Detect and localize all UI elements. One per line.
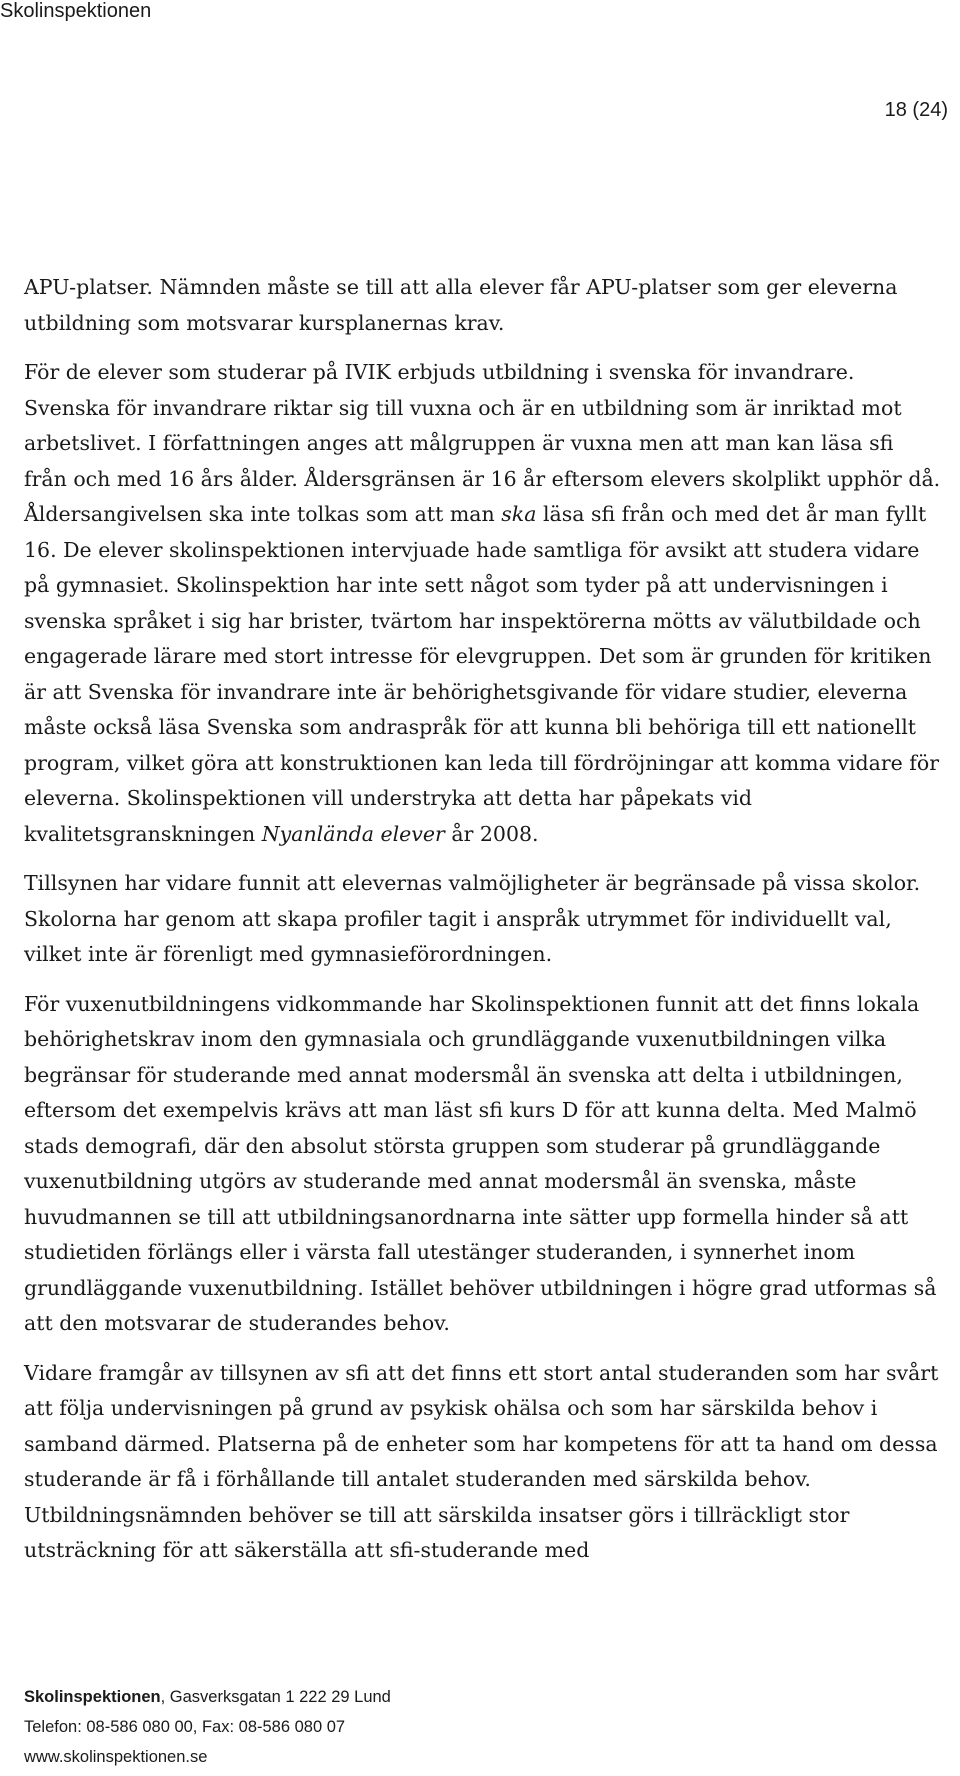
document-body [24,270,942,1569]
footer-address: , Gasverksgatan 1 222 29 Lund [160,1688,391,1706]
paragraph-text: läsa sfi från och med det år man fyllt 16. De elever skolinspektionen intervjuade hade samtliga för avsikt att studera vidare på gymnasiet. Skolinspektion har inte sett något som tyder på att undervisningen i svenska språket i sig har brister, tvärtom har inspektörerna mötts av välutbildade och engagerade lärare med stort intresse för elevgruppen. Det som är grunden för kritiken är att Svenska för invandrare inte är behörighetsgivande för vidare studier, eleverna måste också läsa Svenska som andraspråk för att kunna bli behöriga till ett nationellt program, vilket göra att konstruktionen kan leda till fördröjningar att komma vidare för eleverna. Skolinspektionen vill understryka att detta har påpekats vid kvalitetsgranskningen [24,502,940,846]
footer-address-line [24,1682,391,1712]
paragraph-text: För de elever som studerar på IVIK erbjuds utbildning i svenska för invandrare. Svenska för invandrare riktar sig till vuxna och är en utbildning som är inriktad mot arbetslivet. I författningen anges att målgruppen är vuxna men att man kan läsa sfi från och med 16 års ålder. Åldersgränsen är 16 år eftersom elevers skolplikt upphör då. Åldersangivelsen ska inte tolkas som att man [24,360,941,526]
paragraph-valmojligheter: Tillsynen har vidare funnit att elevernas valmöjligheter är begränsade på vissa skolor. Skolorna har genom att skapa profiler tagit i anspråk utrymmet för individuellt val, vilket inte är förenligt med gymnasieförordningen. [24,871,921,966]
paragraph-text: år 2008. [444,821,539,846]
page-footer [24,1682,391,1772]
paragraph-sfi-psykisk-ohalsa: Vidare framgår av tillsynen av sfi att det finns ett stort antal studeranden som har svårt att följa undervisningen på grund av psykisk ohälsa och som har särskilda behov i samband därmed. Platserna på de enheter som har kompetens för att ta hand om dessa studerande är få i förhållande till antalet studeranden med särskilda behov. Utbildningsnämnden behöver se till att särskilda insatser görs i tillräckligt stor utsträckning för att säkerställa att sfi-studerande med [24,1360,939,1562]
paragraph-vuxenutbildning: För vuxenutbildningens vidkommande har Skolinspektionen funnit att det finns lokala behörighetskrav inom den gymnasiala och grundläggande vuxenutbildningen vilka begränsar för studerande med annat modersmål än svenska att delta i utbildningen, eftersom det exempelvis krävs att man läst sfi kurs D för att kunna delta. Med Malmö stads demografi, där den absolut största gruppen som studerar på grundläggande vuxenutbildning utgörs av studerande med annat modersmål än svenska, måste huvudmannen se till att utbildningsanordnarna inte sätter upp formella hinder så att studietiden förlängs eller i värsta fall utestänger studeranden, i synnerhet inom grundläggande vuxenutbildning. Istället behöver utbildningen i högre grad utformas så att den motsvarar de studerandes behov. [24,991,937,1335]
paragraph-ivik-sfi [24,355,942,852]
emphasis-ska: ska [501,502,537,526]
page-number: 18 (24) [884,99,948,121]
header-organization: Skolinspektionen [0,0,152,22]
paragraph-apu-platser: APU-platser. Nämnden måste se till att alla elever får APU-platser som ger eleverna utbildning som motsvarar kursplanernas krav. [24,275,898,335]
footer-website-link[interactable]: www.skolinspektionen.se [24,1748,208,1766]
footer-organization: Skolinspektionen [24,1688,161,1706]
footer-phone-fax: Telefon: 08-586 080 00, Fax: 08-586 080 07 [24,1718,346,1736]
report-title-nyanlanda-elever: Nyanlända elever [261,821,445,846]
